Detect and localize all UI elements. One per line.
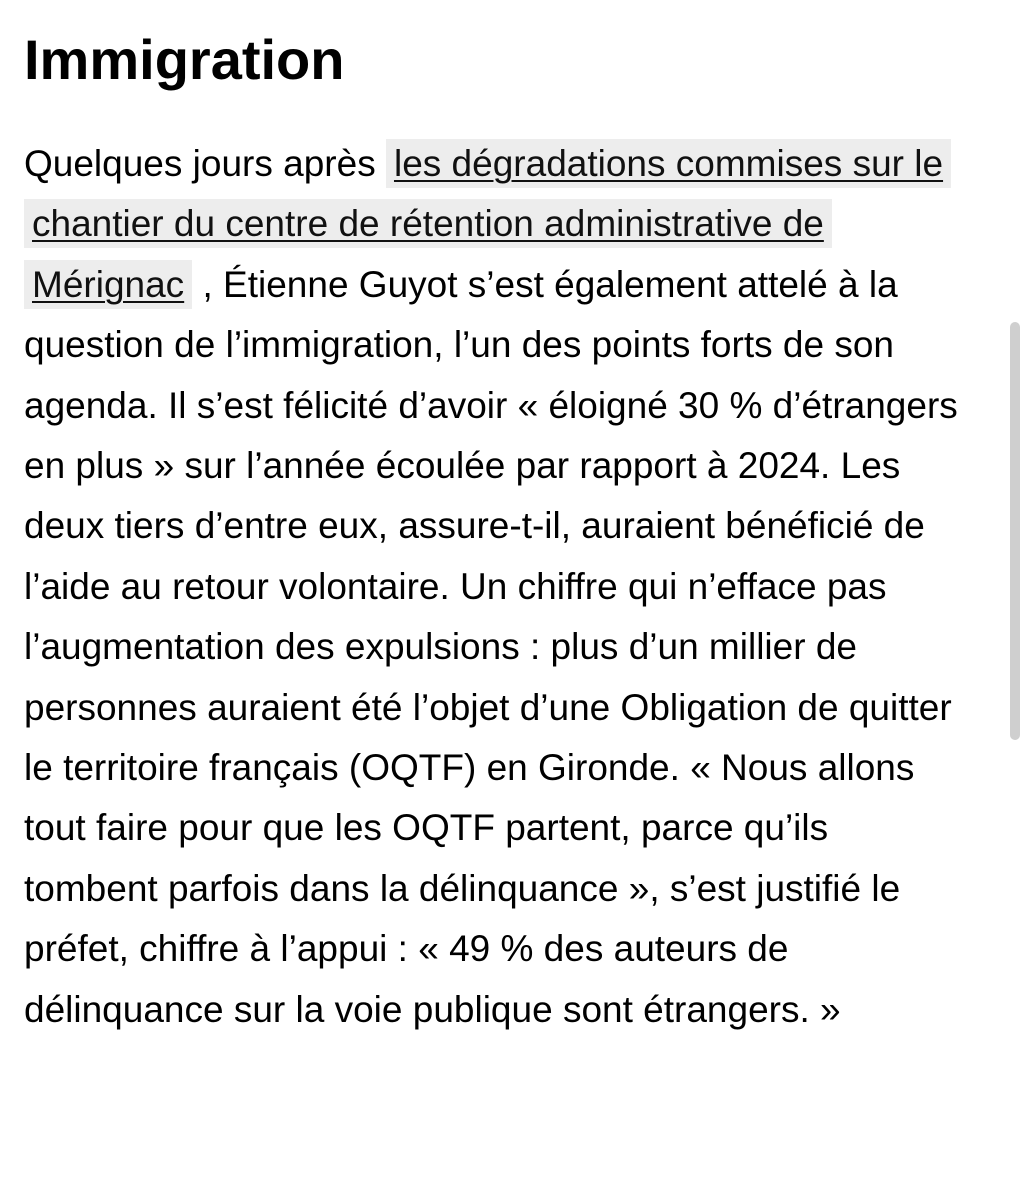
paragraph-body-text: , Étienne Guyot s’est également attelé à la question de l’immigration, l’un des points forts de son agenda. Il s’est félicité d’avoir « éloigné 30 % d’étrangers en plus » sur l’année écoulée par rapport à 2024. Les deux tiers d’entre eux, assure-t-il, auraient bénéficié de l’aide au retour volontaire. Un chiffre qui n’efface pas l’augmentation des expulsions : plus d’un millier de personnes auraient été l’objet d’une Obligation de quitter le territoire français (OQTF) en Gironde. « Nous allons tout faire pour que les OQTF partent, parce qu’ils tombent parfois dans la délinquance », s’est justifié le préfet, chiffre à l’appui : « 49 % des auteurs de délinquance sur la voie publique sont étrangers. » — [24, 263, 958, 1030]
scrollbar-thumb[interactable] — [1010, 322, 1020, 740]
paragraph-intro-text: Quelques jours après — [24, 143, 386, 184]
article — [24, 22, 964, 1040]
article-paragraph — [24, 134, 964, 1040]
section-heading: Immigration — [24, 28, 345, 91]
inline-article-link[interactable]: les dégradations commises sur le chantier du centre de rétention administrative de Mérignac — [24, 139, 951, 309]
